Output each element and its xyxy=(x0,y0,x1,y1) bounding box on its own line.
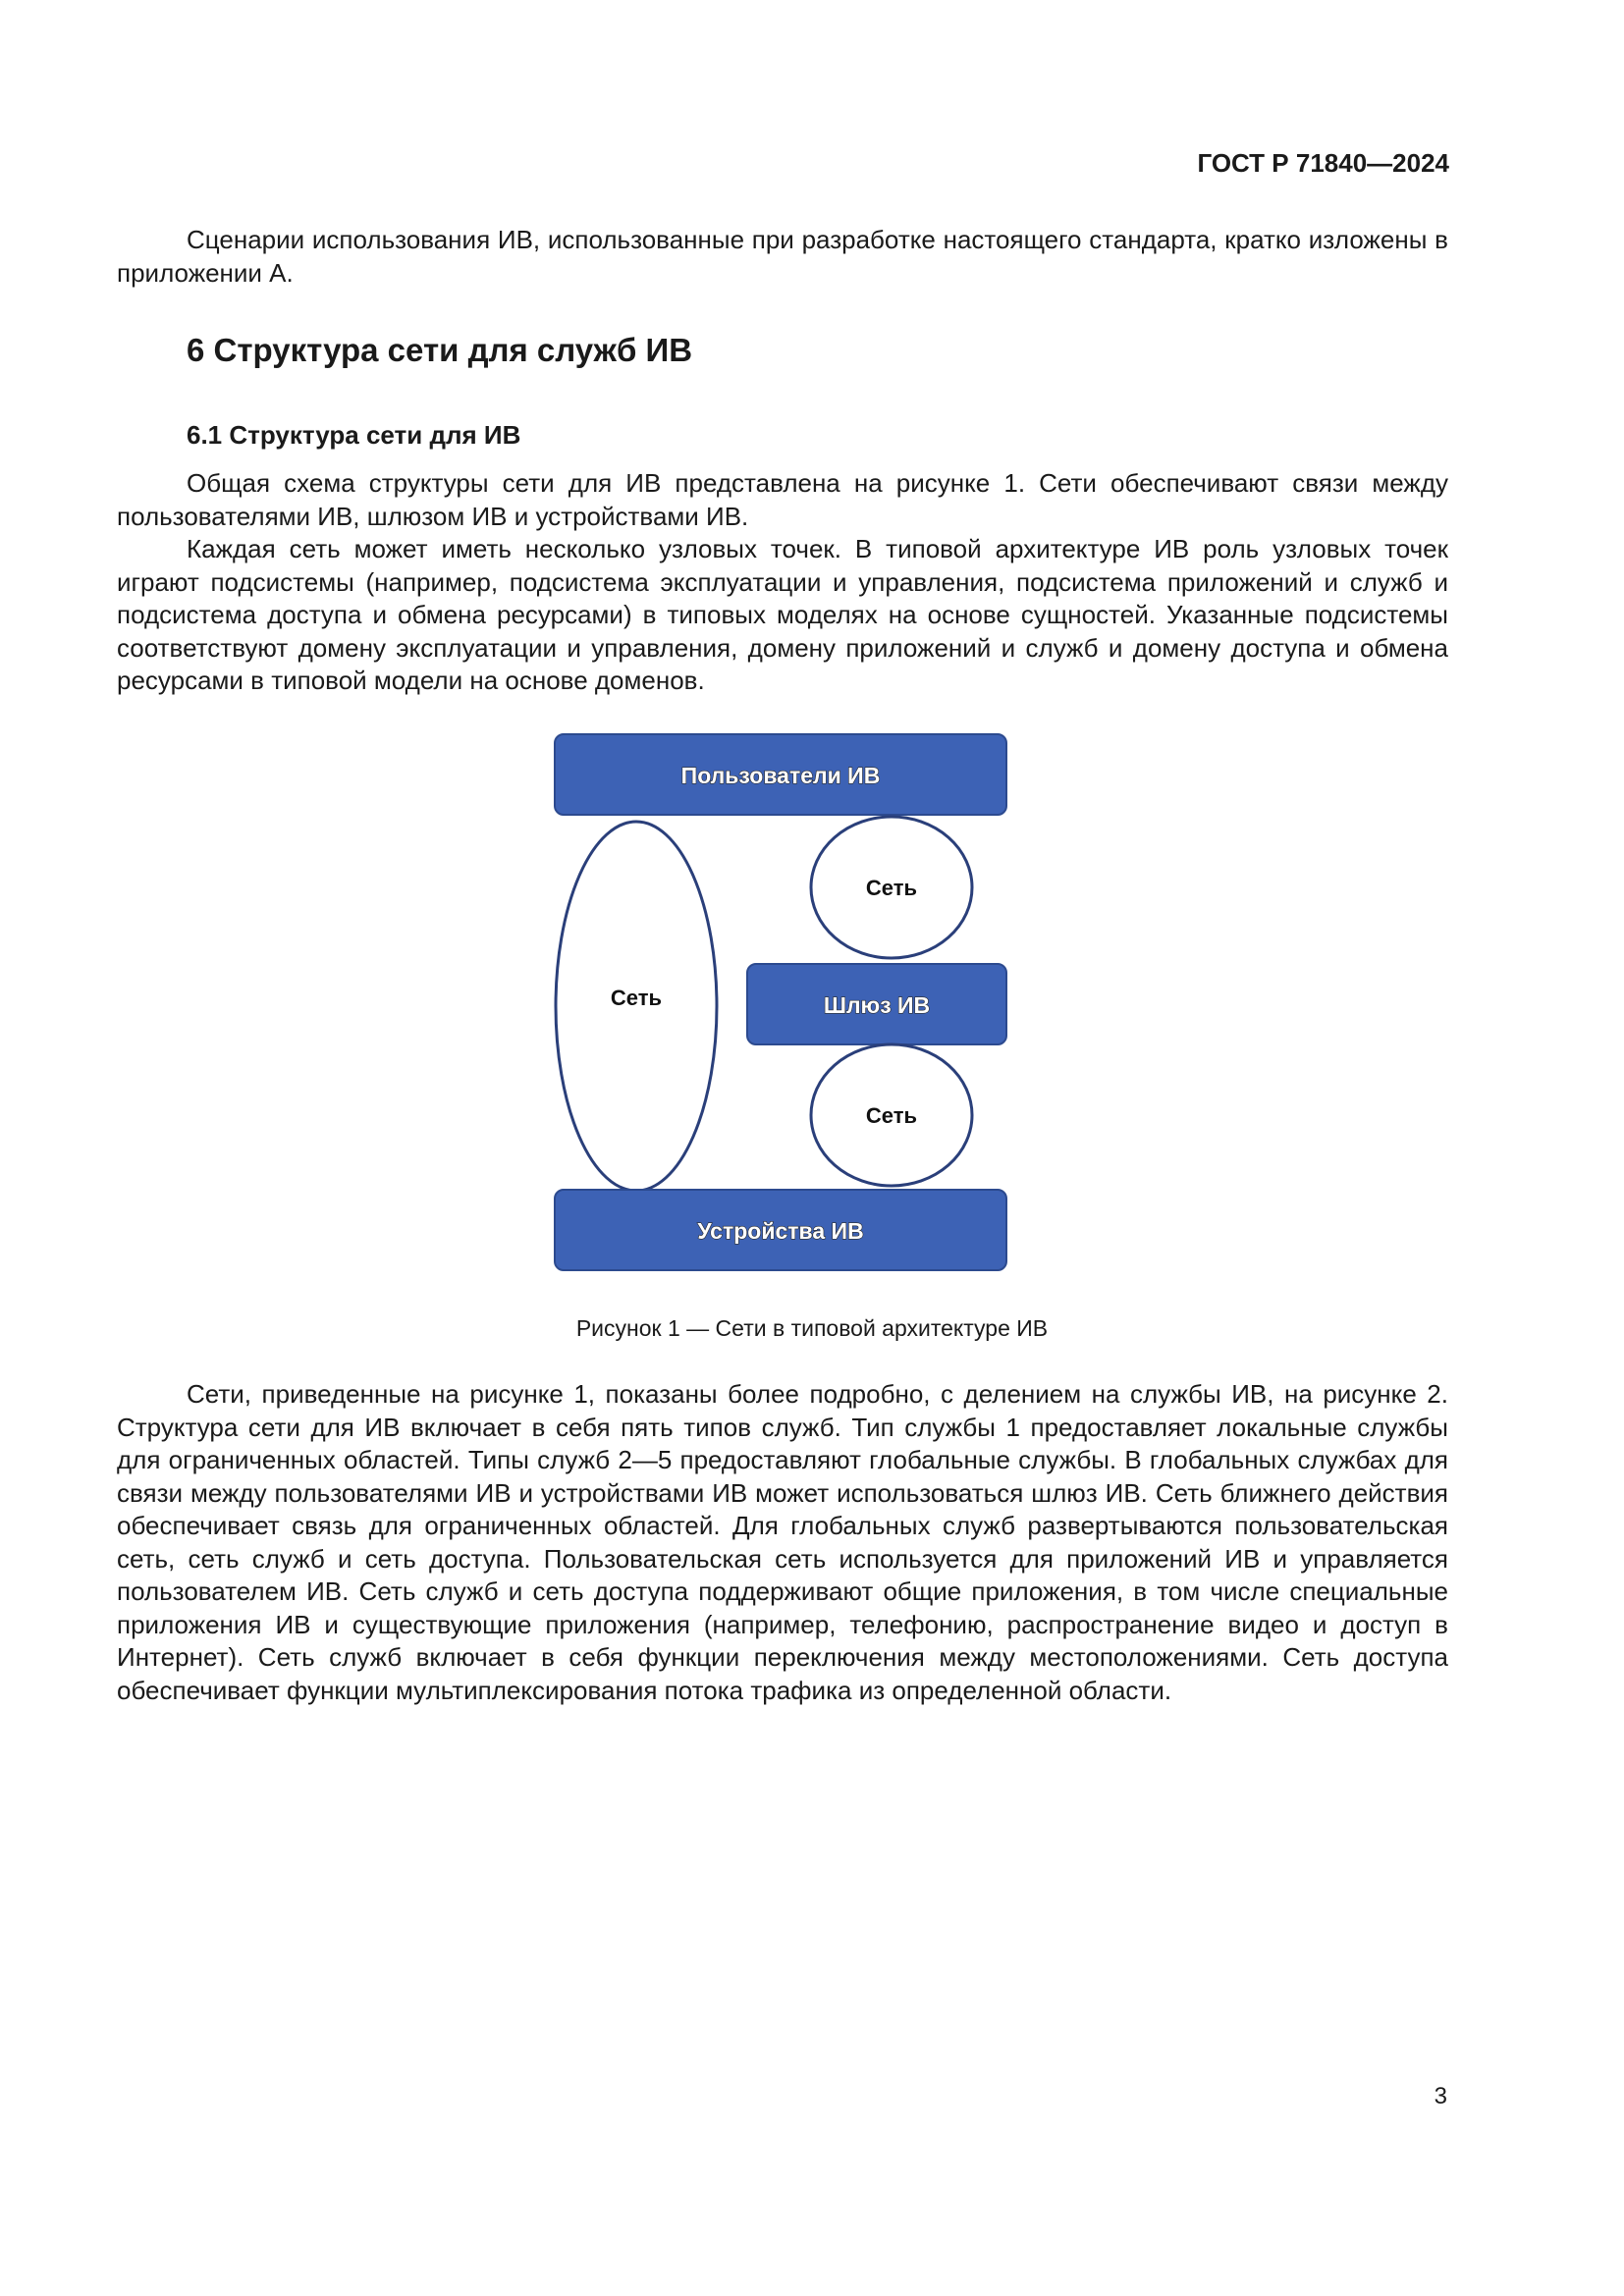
users-label: Пользователи ИВ xyxy=(680,763,881,788)
page-number: 3 xyxy=(1434,2083,1447,2109)
figure-diagram xyxy=(545,726,1016,1276)
section-title: 6 Структура сети для служб ИВ xyxy=(187,332,693,368)
body-paragraph: Сети, приведенные на рисунке 1, показаны более подробно, с делением на службы ИВ, на рисунке 2. Структура сети для ИВ включает в себя пять типов служб. Тип службы 1 предоставляет локальные службы для ограниченных областей. Типы служб 2—5 предоставляют глобальные службы. В глобальных службах для связи между пользователями ИВ и устройствами ИВ может использоваться шлюз ИВ. Сеть ближнего действия обеспечивает связь для ограниченных областей. Для глобальных служб развертываются пользовательская сеть, сеть служб и сеть доступа. Пользовательская сеть используется для приложений ИВ и управляется пользователем ИВ. Сеть служб и сеть доступа поддерживают общие приложения, в том числе специальные приложения ИВ и существующие приложения (например, телефонию, распространение видео и доступ в Интернет). Сеть служб включает в себя функции переключения между местоположениями. Сеть доступа обеспечивает функции мультиплексирования потока трафика из определенной области. xyxy=(117,1379,1448,1705)
devices-label: Устройства ИВ xyxy=(697,1218,864,1244)
subsection-title: 6.1 Структура сети для ИВ xyxy=(187,420,521,450)
body-paragraph: Каждая сеть может иметь несколько узловых точек. В типовой архитектуре ИВ роль узловых точек играют подсистемы (например, подсистема эксплуатации и управления, подсистема приложений и служб и подсистема доступа и обмена ресурсами) в типовых моделях на основе сущностей. Указанные подсистемы соответствуют домену эксплуатации и управления, домену приложений и служб и домену доступа и обмена ресурсами в типовой модели на основе доменов. xyxy=(117,534,1448,695)
document-header-code: ГОСТ Р 71840—2024 xyxy=(1197,148,1449,178)
network-left-label: Сеть xyxy=(610,986,663,1010)
gateway-label: Шлюз ИВ xyxy=(823,992,931,1018)
intro-paragraph: Сценарии использования ИВ, использованные при разработке настоящего стандарта, кратко изложены в приложении А. xyxy=(117,225,1448,288)
network-architecture-figure xyxy=(545,726,1016,1276)
network-top-label: Сеть xyxy=(865,876,918,900)
network-bottom-label: Сеть xyxy=(865,1103,918,1128)
figure-caption: Рисунок 1 — Сети в типовой архитектуре ИВ xyxy=(575,1315,1049,1341)
body-paragraph: Общая схема структуры сети для ИВ представлена на рисунке 1. Сети обеспечивают связи между пользователями ИВ, шлюзом ИВ и устройствами ИВ. xyxy=(117,468,1448,531)
